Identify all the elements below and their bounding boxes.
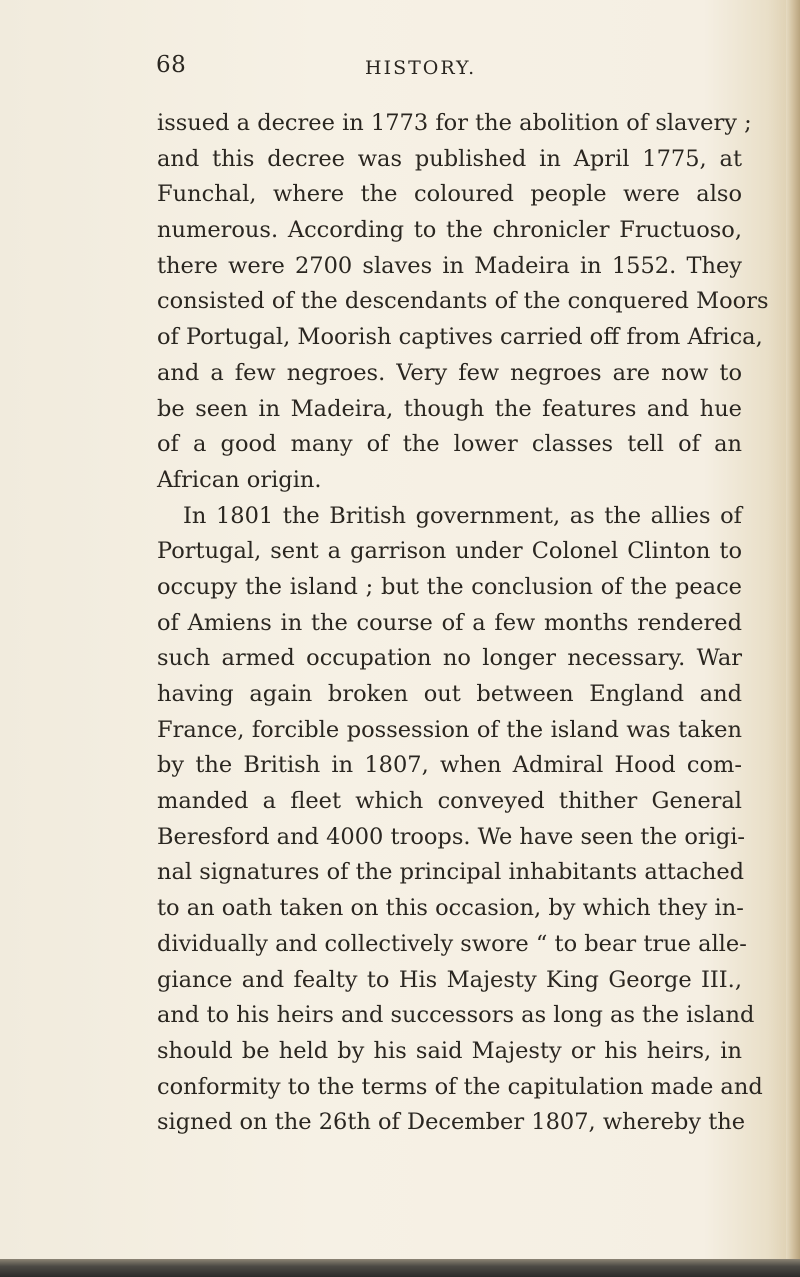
text-line: to an oath taken on this occasion, by which they in- <box>157 895 744 922</box>
page-bottom-shadow <box>0 1259 800 1277</box>
text-line: should be held by his said Majesty or his heirs, in <box>157 1037 742 1064</box>
body-text <box>157 106 769 1141</box>
text-line: manded a fleet which conveyed thither General <box>157 788 742 815</box>
text-line: and a few negroes. Very few negroes are now to <box>157 359 742 386</box>
text-line: there were 2700 slaves in Madeira in 1552. They <box>157 252 742 279</box>
text-line: numerous. According to the chronicler Fructuoso, <box>157 217 742 244</box>
text-line: of Amiens in the course of a few months rendered <box>157 609 742 636</box>
paragraph-start-line: In 1801 the British government, as the allies of <box>183 502 742 529</box>
text-line: dividually and collectively swore “ to bear true alle- <box>157 930 747 957</box>
text-line: be seen in Madeira, though the features and hue <box>157 395 742 422</box>
text-line: nal signatures of the principal inhabitants attached <box>157 859 745 886</box>
text-line: Funchal, where the coloured people were also <box>157 181 742 208</box>
text-line: of Portugal, Moorish captives carried off from Africa, <box>157 324 763 351</box>
text-line: Beresford and 4000 troops. We have seen the origi- <box>157 823 746 850</box>
paragraph-end-line: African origin. <box>157 466 322 493</box>
text-line: issued a decree in 1773 for the abolition of slavery ; <box>157 110 752 136</box>
text-line: signed on the 26th of December 1807, whereby the <box>157 1109 746 1136</box>
text-line: and to his heirs and successors as long as the island <box>157 1002 755 1029</box>
page-edge-shadow <box>786 0 800 1277</box>
page-number: 68 <box>156 52 187 78</box>
text-line: having again broken out between England and <box>157 681 742 707</box>
text-line: of a good many of the lower classes tell of an <box>157 431 742 458</box>
text-line: and this decree was published in April 1775, at <box>157 145 742 172</box>
text-line: Portugal, sent a garrison under Colonel Clinton to <box>157 538 742 565</box>
text-line: consisted of the descendants of the conquered Moors <box>157 288 769 315</box>
text-line: conformity to the terms of the capitulation made and <box>157 1073 763 1100</box>
text-line: such armed occupation no longer necessary. War <box>157 645 742 672</box>
running-title: HISTORY. <box>365 57 477 79</box>
text-line: occupy the island ; but the conclusion of the peace <box>157 573 742 600</box>
text-line: by the British in 1807, when Admiral Hood com- <box>157 752 742 779</box>
text-line: France, forcible possession of the island was taken <box>157 716 742 743</box>
text-line: giance and fealty to His Majesty King George III., <box>157 966 742 993</box>
